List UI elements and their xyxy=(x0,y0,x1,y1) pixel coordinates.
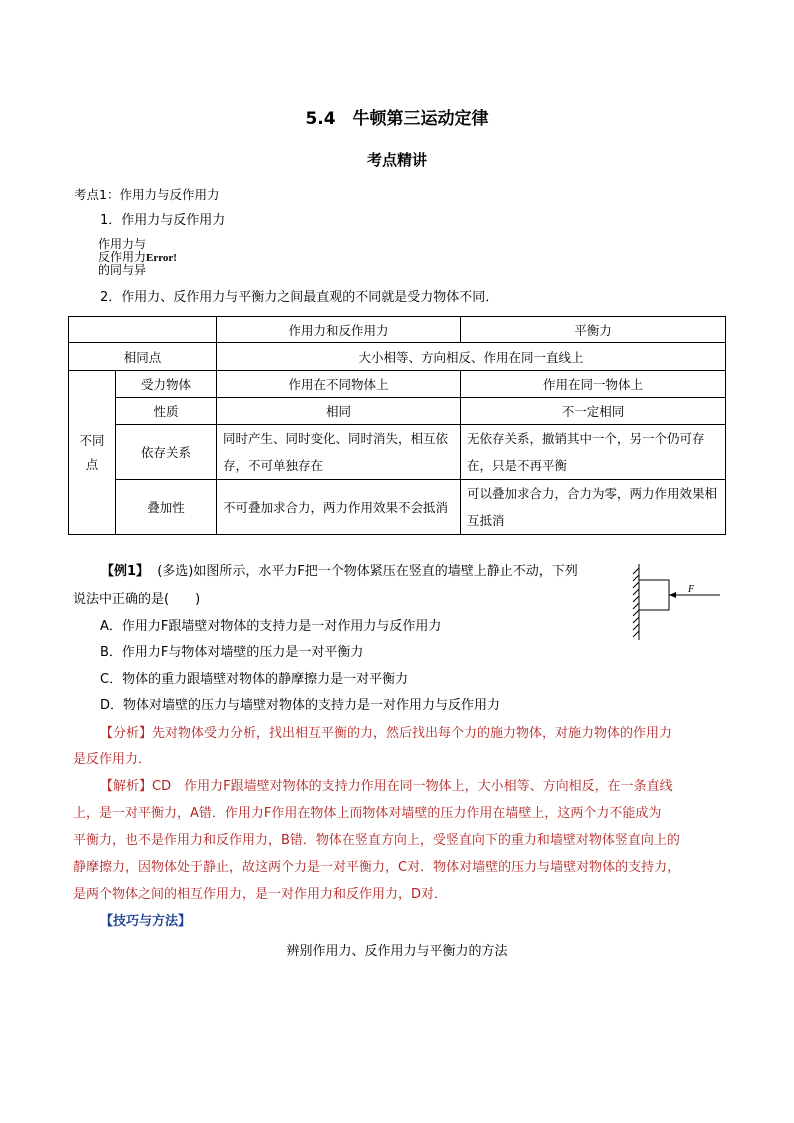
row-label: 性质 xyxy=(116,398,217,425)
option-d: D．物体对墙壁的压力与墙壁对物体的支持力是一对作用力与反作用力 xyxy=(100,698,501,713)
section-subtitle: 考点精讲 xyxy=(366,151,427,169)
table-cell: 无依存关系，撤销其中一个，另一个仍可存在，只是不再平衡 xyxy=(461,425,726,480)
item-1: 1．作用力与反作用力 xyxy=(100,213,226,228)
table-header-cell: 作用力和反作用力 xyxy=(217,317,461,343)
block xyxy=(639,580,669,610)
brace-line-2: 反作用力Error! xyxy=(98,250,177,264)
solution-tag: 【解析】 xyxy=(100,779,153,794)
analysis-line-1: 【分析】先对物体受力分析，找出相互平衡的力，然后找出每个力的施力物体，对施力物体的作用力 xyxy=(100,726,673,741)
brace-line-1: 作用力与 xyxy=(98,237,147,251)
table-row xyxy=(69,398,726,425)
example-tag: 【例1】 xyxy=(101,564,150,579)
table-cell: 同时产生、同时变化、同时消失，相互依存，不可单独存在 xyxy=(217,425,461,480)
same-label: 相同点 xyxy=(69,343,217,371)
table-row xyxy=(69,480,726,535)
comparison-table xyxy=(68,316,726,535)
option-c: C．物体的重力跟墙壁对物体的静摩擦力是一对平衡力 xyxy=(100,672,409,687)
row-label: 依存关系 xyxy=(116,425,217,480)
force-label: F xyxy=(688,584,695,595)
table-cell: 相同 xyxy=(217,398,461,425)
diff-label: 不同点 xyxy=(69,371,116,535)
tips-tag: 【技巧与方法】 xyxy=(100,914,192,929)
arrow-head xyxy=(669,592,676,598)
solution-line-1: 【解析】CD 作用力F跟墙壁对物体的支持力作用在同一物体上，大小相等、方向相反，在一条直线 xyxy=(100,779,673,794)
analysis-tag: 【分析】 xyxy=(100,726,153,741)
option-a: A．作用力F跟墙壁对物体的支持力是一对作用力与反作用力 xyxy=(100,619,442,634)
solution-line-3: 平衡力，也不是作用力和反作用力，B错．物体在竖直方向上，受竖直向下的重力和墙壁对物体竖直向上的 xyxy=(73,833,680,848)
page-title: 5.4 牛顿第三运动定律 xyxy=(305,109,489,129)
analysis-line-2: 是反作用力． xyxy=(73,752,152,767)
solution-line-2: 上，是一对平衡力，A错．作用力F作用在物体上而物体对墙壁的压力作用在墙壁上，这两个力不能成为 xyxy=(73,806,662,821)
table-cell: 可以叠加求合力，合力为零，两力作用效果相互抵消 xyxy=(461,480,726,535)
brace-line-3: 的同与异 xyxy=(98,263,147,277)
same-value: 大小相等、方向相反、作用在同一直线上 xyxy=(217,343,726,371)
table-header-row xyxy=(69,317,726,343)
example-line-1: 【例1】 (多选)如图所示，水平力F把一个物体紧压在竖直的墙壁上静止不动，下列 xyxy=(101,564,578,579)
wall-block-figure xyxy=(630,562,725,642)
row-label: 受力物体 xyxy=(116,371,217,398)
table-row xyxy=(69,371,726,398)
table-header-cell: 平衡力 xyxy=(461,317,726,343)
wall-hatch xyxy=(633,564,639,640)
option-b: B．作用力F与物体对墙壁的压力是一对平衡力 xyxy=(100,645,364,660)
tips-title: 辨别作用力、反作用力与平衡力的方法 xyxy=(286,944,508,959)
solution-line-5: 是两个物体之间的相互作用力，是一对作用力和反作用力，D对． xyxy=(73,887,448,902)
table-row xyxy=(69,343,726,371)
item-2: 2．作用力、反作用力与平衡力之间最直观的不同就是受力物体不同． xyxy=(100,290,499,305)
error-text: Error! xyxy=(146,252,177,264)
topic-heading: 考点1：作用力与反作用力 xyxy=(74,187,220,202)
row-label: 叠加性 xyxy=(116,480,217,535)
table-cell: 不一定相同 xyxy=(461,398,726,425)
table-cell: 作用在不同物体上 xyxy=(217,371,461,398)
table-cell: 作用在同一物体上 xyxy=(461,371,726,398)
table-row xyxy=(69,425,726,480)
table-cell: 不可叠加求合力，两力作用效果不会抵消 xyxy=(217,480,461,535)
solution-line-4: 静摩擦力，因物体处于静止，故这两个力是一对平衡力，C对．物体对墙壁的压力与墙壁对物体的支持力， xyxy=(73,860,681,875)
example-line-2: 说法中正确的是( ) xyxy=(73,592,201,607)
